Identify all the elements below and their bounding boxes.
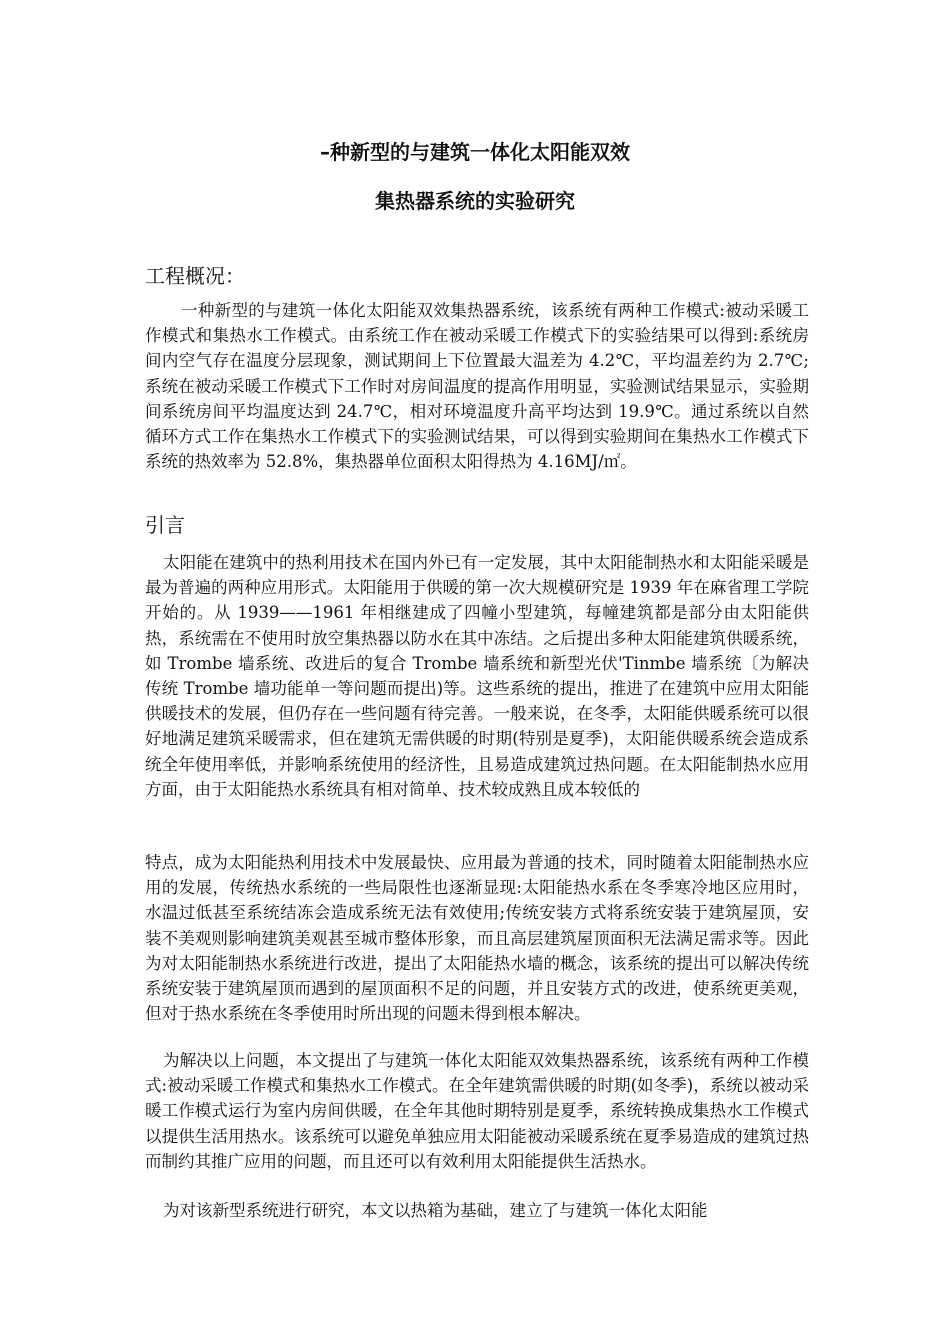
document-title-line-2: 集热器系统的实验研究 — [375, 189, 575, 213]
intro-paragraph-2: 特点，成为太阳能热利用技术中发展最快、应用最为普通的技术，同时随着太阳能制热水应用的发展，传统热水系统的一些局限性也逐渐显现:太阳能热水系在冬季寒冷地区应用时，水温过低甚至系统结冻会造成系统无法有效使用;传统安装方式将系统安装于建筑屋顶，安装不美观则影响建筑美观甚至城市整体形象，而且高层建筑屋顶面积无法满足需求等。因此为对太阳能制热水系统进行改进，提出了太阳能热水墙的概念，该系统的提出可以解决传统系统安装于建筑屋顶而遇到的屋顶面积不足的问题，并且安装方式的改进，使系统更美观，但对于热水系统在冬季使用时所出现的问题未得到根本解决。 — [145, 853, 809, 1024]
section-heading-overview: 工程概况： — [145, 264, 245, 288]
overview-paragraph: 一种新型的与建筑一体化太阳能双效集热器系统，该系统有两种工作模式:被动采暖工作模式和集热水工作模式。由系统工作在被动采暖工作模式下的实验结果可以得到:系统房间内空气存在温度分层现象，测试期间上下位置最大温差为 4.2℃，平均温差约为 2.7℃;系统在被动采暖工作模式下工作时对房间温度的提高作用明显，实验测试结果显示，实验期间系统房间平均温度达到 24.7℃，相对环境温度升高平均达到 19.9℃。通过系统以自然循环方式工作在集热水工作模式下的实验测试结果，可以得到实验期间在集热水工作模式下系统的热效率为 52.8%，集热器单位面积太阳得热为 4.16MJ/㎡。 — [145, 301, 809, 472]
document-title-line-1: –种新型的与建筑一体化太阳能双效 — [320, 140, 630, 164]
section-heading-introduction: 引言 — [145, 513, 185, 537]
intro-paragraph-1: 太阳能在建筑中的热利用技术在国内外已有一定发展，其中太阳能制热水和太阳能采暖是最为普遍的两种应用形式。太阳能用于供暖的第一次大规模研究是 1939 年在麻省理工学院开始的。从 1939——1961 年相继建成了四幢小型建筑，每幢建筑都是部分由太阳能供热，系统需在不使用时放空集热器以防水在其中冻结。之后提出多种太阳能建筑供暖系统，如 Trombe 墙系统、改进后的复合 Trombe 墙系统和新型光伏'Tinmbe 墙系统〔为解决传统 Trombe 墙功能单一等问题而提出)等。这些系统的提出，推进了在建筑中应用太阳能供暖技术的发展，但仍存在一些问题有待完善。一般来说，在冬季，太阳能供暖系统可以很好地满足建筑采暖需求，但在建筑无需供暖的时期(特别是夏季)，太阳能供暖系统会造成系统全年使用率低，并影响系统使用的经济性，且易造成建筑过热问题。在太阳能制热水应用方面，由于太阳能热水系统具有相对简单、技术较成熟且成本较低的 — [145, 553, 809, 799]
intro-paragraph-3: 为解决以上问题，本文提出了与建筑一体化太阳能双效集热器系统，该系统有两种工作模式:被动采暖工作模式和集热水工作模式。在全年建筑需供暖的时期(如冬季)，系统以被动采暖工作模式运行为室内房间供暖，在全年其他时期特别是夏季，系统转换成集热水工作模式以提供生活用热水。该系统可以避免单独应用太阳能被动采暖系统在夏季易造成的建筑过热而制约其推广应用的问题，而且还可以有效利用太阳能提供生活热水。 — [145, 1051, 809, 1171]
intro-paragraph-4: 为对该新型系统进行研究，本文以热箱为基础，建立了与建筑一体化太阳能 — [163, 1201, 708, 1220]
